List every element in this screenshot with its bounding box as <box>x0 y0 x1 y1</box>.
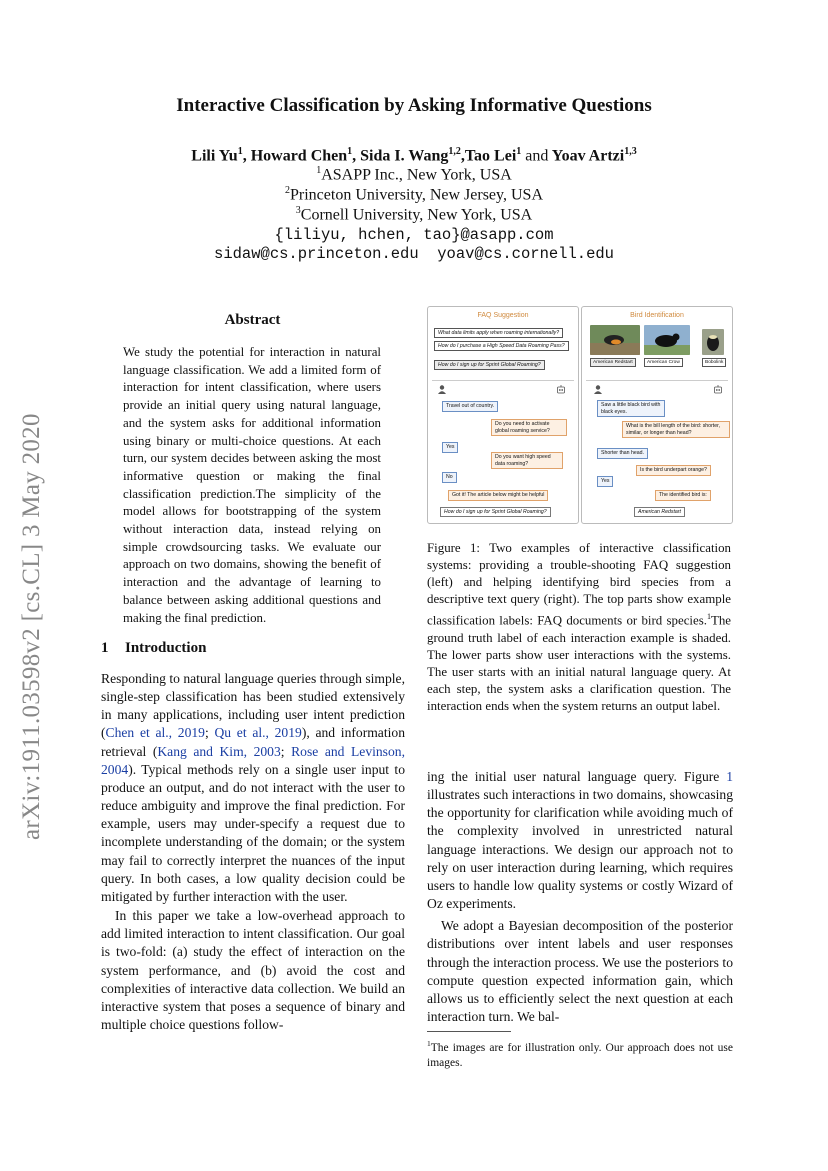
bird-result: American Redstart <box>634 507 685 517</box>
user-message: No <box>442 472 457 483</box>
faq-item: What data limits apply when roaming internationally? <box>434 328 563 338</box>
affiliation: $^2$Princeton University, New Jersey, USA <box>285 185 543 204</box>
author: Yoav Artzi <box>551 147 625 165</box>
bird-label-ground-truth: American Redstart <box>590 358 636 367</box>
intro-text <box>101 670 405 1034</box>
paragraph: In this paper we take a low-overhead approach to add limited interaction to intent classification. Our goal is two-fold: (a) study the effect of interaction on the system performance, and (b) avoid the cost and complexities of interactive data collection. We build an interactive system that poses a sequence of binary and multiple choice questions follow- <box>101 908 405 1032</box>
bird-photo-redstart <box>590 325 640 355</box>
paragraph: Responding to natural language queries through simple, single-step classification has been studied extensively in many applications, including user intent prediction (Chen et al., 2019; Qu et al., 2019), and information retrieval (Kang and Kim, 2003; Rose and Levinson, 2004). Typical methods rely on a single user input to produce an output, and do not interact with the user to reduce ambiguity and improve the final prediction. For example, users may under-specify a request due to incomplete understanding of the domain; or the system may fail to correctly interpret the nuances of the input query. In both cases, a low quality decision could be mitigated by further interaction with the user. <box>101 671 405 904</box>
panel-title: Bird Identification <box>630 312 684 319</box>
system-question: Do you want high speed data roaming? <box>491 452 563 469</box>
author-and: and <box>525 147 549 165</box>
author-list: Lili Yu$^1$, Howard Chen$^1$, Sida I. Wang$^{1,2}$,Tao Lei$^1$ and Yoav Artzi$^{1,3}$ <box>191 146 637 165</box>
affiliation: $^1$ASAPP Inc., New York, USA <box>316 165 512 184</box>
user-message: Shorter than head. <box>597 448 648 459</box>
citation-link[interactable]: Chen et al., 2019 <box>105 725 205 741</box>
section-heading: 1 Introduction <box>101 640 207 656</box>
citation-link[interactable]: Kang and Kim, 2003 <box>157 743 281 759</box>
bird-label: American Crow <box>644 358 683 367</box>
citation-link[interactable]: Qu et al., 2019 <box>214 725 302 741</box>
figure-caption: Figure 1: Two examples of interactive classification systems: providing a trouble-shooting FAQ suggestion (left) and helping identifying bird species from a descriptive text query (right). The top parts show example classification labels: FAQ documents or bird species.$^1$The ground truth label of each interaction example is shaded. The lower parts show user interactions with the systems. The user starts with an initial natural language query. At each step, the system asks a clarification question. The interaction ends when the system returns an output label. <box>427 541 731 714</box>
paper-title: Interactive Classification by Asking Informative Questions <box>176 95 652 116</box>
footnote-rule <box>427 1031 511 1032</box>
system-question: Do you need to activate global roaming service? <box>491 419 567 436</box>
bird-label: Bobolink <box>702 358 726 367</box>
faq-panel <box>427 306 579 524</box>
panel-divider <box>432 380 574 381</box>
paragraph: We adopt a Bayesian decomposition of the posterior distributions over intent labels and user responses through the interaction process. We use the posteriors to compute question expected information gain, which allows us to efficiently select the next question at each interaction turn. We bal- <box>427 918 733 1025</box>
faq-result: How do I sign up for Sprint Global Roaming? <box>440 507 551 517</box>
user-icon <box>594 385 602 394</box>
citation-link[interactable]: Rose and Levinson, 2004 <box>101 743 405 777</box>
system-question: What is the bill length of the bird: shorter, similar, or longer than head? <box>622 421 730 438</box>
arxiv-sidebar-id: arXiv:1911.03598v2 [cs.CL] 3 May 2020 <box>18 413 45 840</box>
system-message: The identified bird is: <box>655 490 711 501</box>
user-icon <box>438 385 446 394</box>
abstract-heading: Abstract <box>224 312 281 328</box>
panel-divider <box>586 380 728 381</box>
bird-photo-bobolink <box>702 329 724 355</box>
system-question: Is the bird underpart orange? <box>636 465 711 476</box>
email-line: sidaw@cs.princeton.edu yoav@cs.cornell.edu <box>214 245 614 263</box>
system-message: Got it! The article below might be helpful <box>448 490 548 501</box>
figure-1 <box>427 306 733 524</box>
affiliation: $^3$Cornell University, New York, USA <box>295 205 533 224</box>
panel-title: FAQ Suggestion <box>477 312 529 319</box>
author: Lili Yu <box>191 147 238 165</box>
author: Tao Lei <box>464 147 517 165</box>
user-message: Travel out of country. <box>442 401 498 412</box>
faq-item: How do I purchase a High Speed Data Roaming Pass? <box>434 341 569 351</box>
author: Howard Chen <box>250 147 348 165</box>
user-message: Yes <box>597 476 613 487</box>
footnote: $^1$The images are for illustration only. Our approach does not use images. <box>427 1039 733 1069</box>
figure-ref-link[interactable]: 1 <box>726 769 733 784</box>
abstract-text: We study the potential for interaction in natural language classification. We add a limited form of interaction for intent classification, where users provide an initial query using natural language, and the system asks for additional information using binary or multi-choice questions. At each turn, our system decides between asking the most informative question or making the final classification prediction.The simplicity of the model allows for bootstrapping of the system without interaction data, instead relying on simple crowdsourcing tasks. We evaluate our approach on two domains, showing the benefit of interaction and the advantage of learning to balance between asking additional questions and making the final prediction. <box>123 345 381 625</box>
author: Sida I. Wang <box>360 147 449 165</box>
bird-photo-crow <box>644 325 690 355</box>
user-message: Yes <box>442 442 458 453</box>
right-column-text <box>427 768 733 1026</box>
robot-icon <box>557 385 565 394</box>
paragraph: ing the initial user natural language query. Figure 1 illustrates such interactions in two domains, showcasing the opportunity for clarification while avoiding much of the complexity involved in unrestricted natural language interactions. We design our approach not to rely on user interaction during learning, which requires users to handle low quality systems or costly Wizard of Oz experiments. <box>427 769 733 912</box>
faq-item-ground-truth: How do I sign up for Sprint Global Roaming? <box>434 360 545 370</box>
email-line: {liliyu, hchen, tao}@asapp.com <box>274 226 554 244</box>
bird-panel <box>581 306 733 524</box>
user-message: Saw a little black bird with black eyes. <box>597 400 665 417</box>
robot-icon <box>714 385 722 394</box>
